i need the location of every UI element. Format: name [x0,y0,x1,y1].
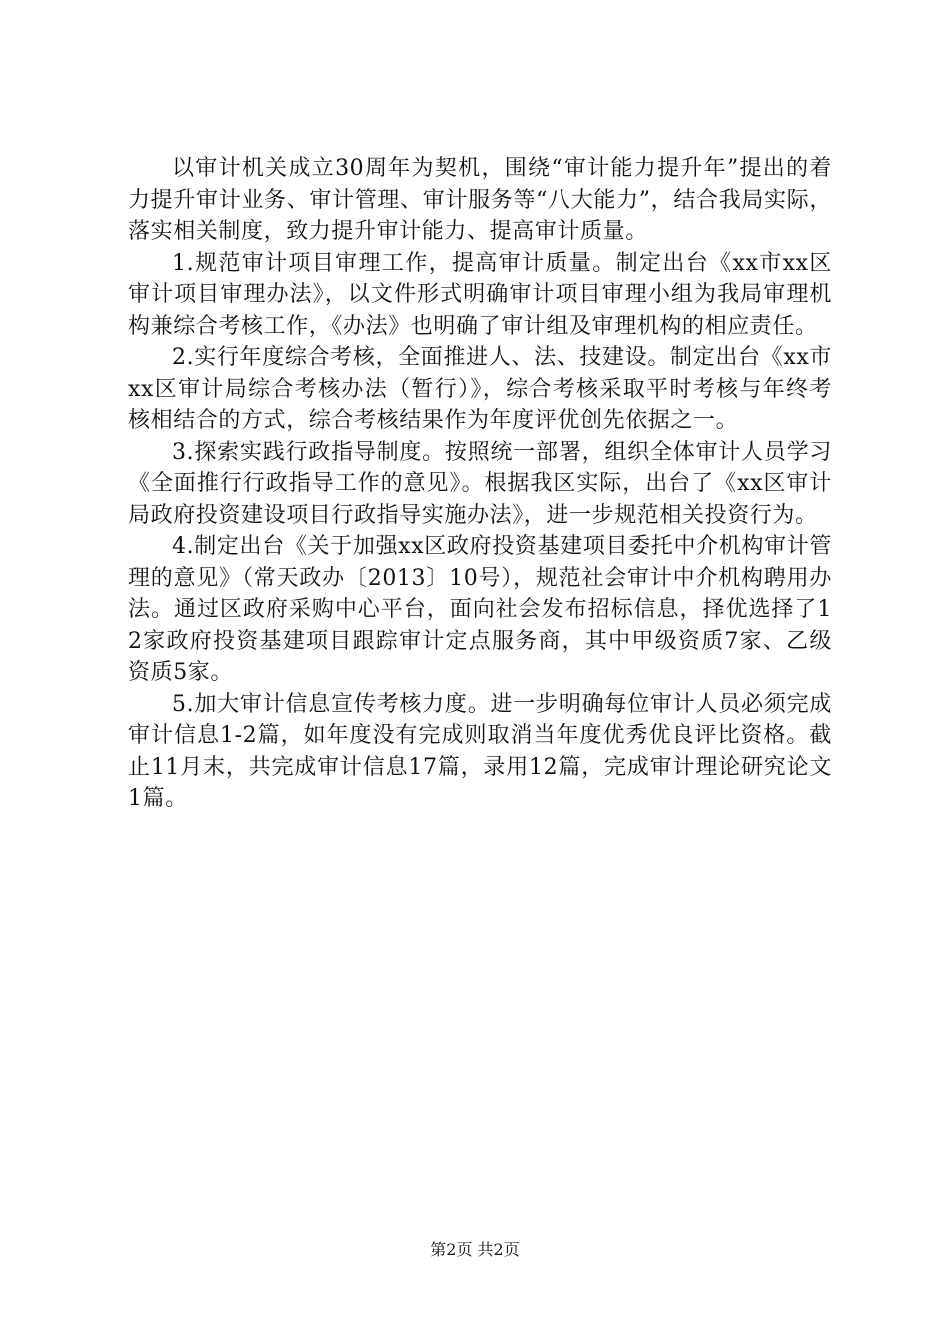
item-4-paragraph: 4.制定出台《关于加强xx区政府投资基建项目委托中介机构审计管理的意见》（常天政办〔2013〕10号），规范社会审计中介机构聘用办法。通过区政府采购中心平台，面向社会发布招标信息，择优选择了12家政府投资基建项目跟踪审计定点服务商，其中甲级资质7家、乙级资质5家。 [128,534,832,685]
item-2-paragraph: 2.实行年度综合考核，全面推进人、法、技建设。制定出台《xx市xx区审计局综合考核办法（暂行）》，综合考核采取平时考核与年终考核相结合的方式，综合考核结果作为年度评优创先依据之一。 [128,345,832,433]
document-body [128,153,832,815]
item-5-paragraph: 5.加大审计信息宣传考核力度。进一步明确每位审计人员必须完成审计信息1-2篇，如年度没有完成则取消当年度优秀优良评比资格。截止11月末，共完成审计信息17篇，录用12篇，完成审计理论研究论文1篇。 [128,691,832,811]
page-number-footer: 第2页 共2页 [430,1240,520,1259]
intro-paragraph: 以审计机关成立30周年为契机，围绕“审计能力提升年”提出的着力提升审计业务、审计管理、审计服务等“八大能力”，结合我局实际，落实相关制度，致力提升审计能力、提高审计质量。 [128,156,832,244]
item-1-paragraph: 1.规范审计项目审理工作，提高审计质量。制定出台《xx市xx区审计项目审理办法》，以文件形式明确审计项目审理小组为我局审理机构兼综合考核工作，《办法》也明确了审计组及审理机构的相应责任。 [128,250,832,339]
item-3-paragraph: 3.探索实践行政指导制度。按照统一部署，组织全体审计人员学习《全面推行行政指导工作的意见》。根据我区实际，出台了《xx区审计局政府投资建设项目行政指导实施办法》，进一步规范相关投资行为。 [128,439,832,528]
